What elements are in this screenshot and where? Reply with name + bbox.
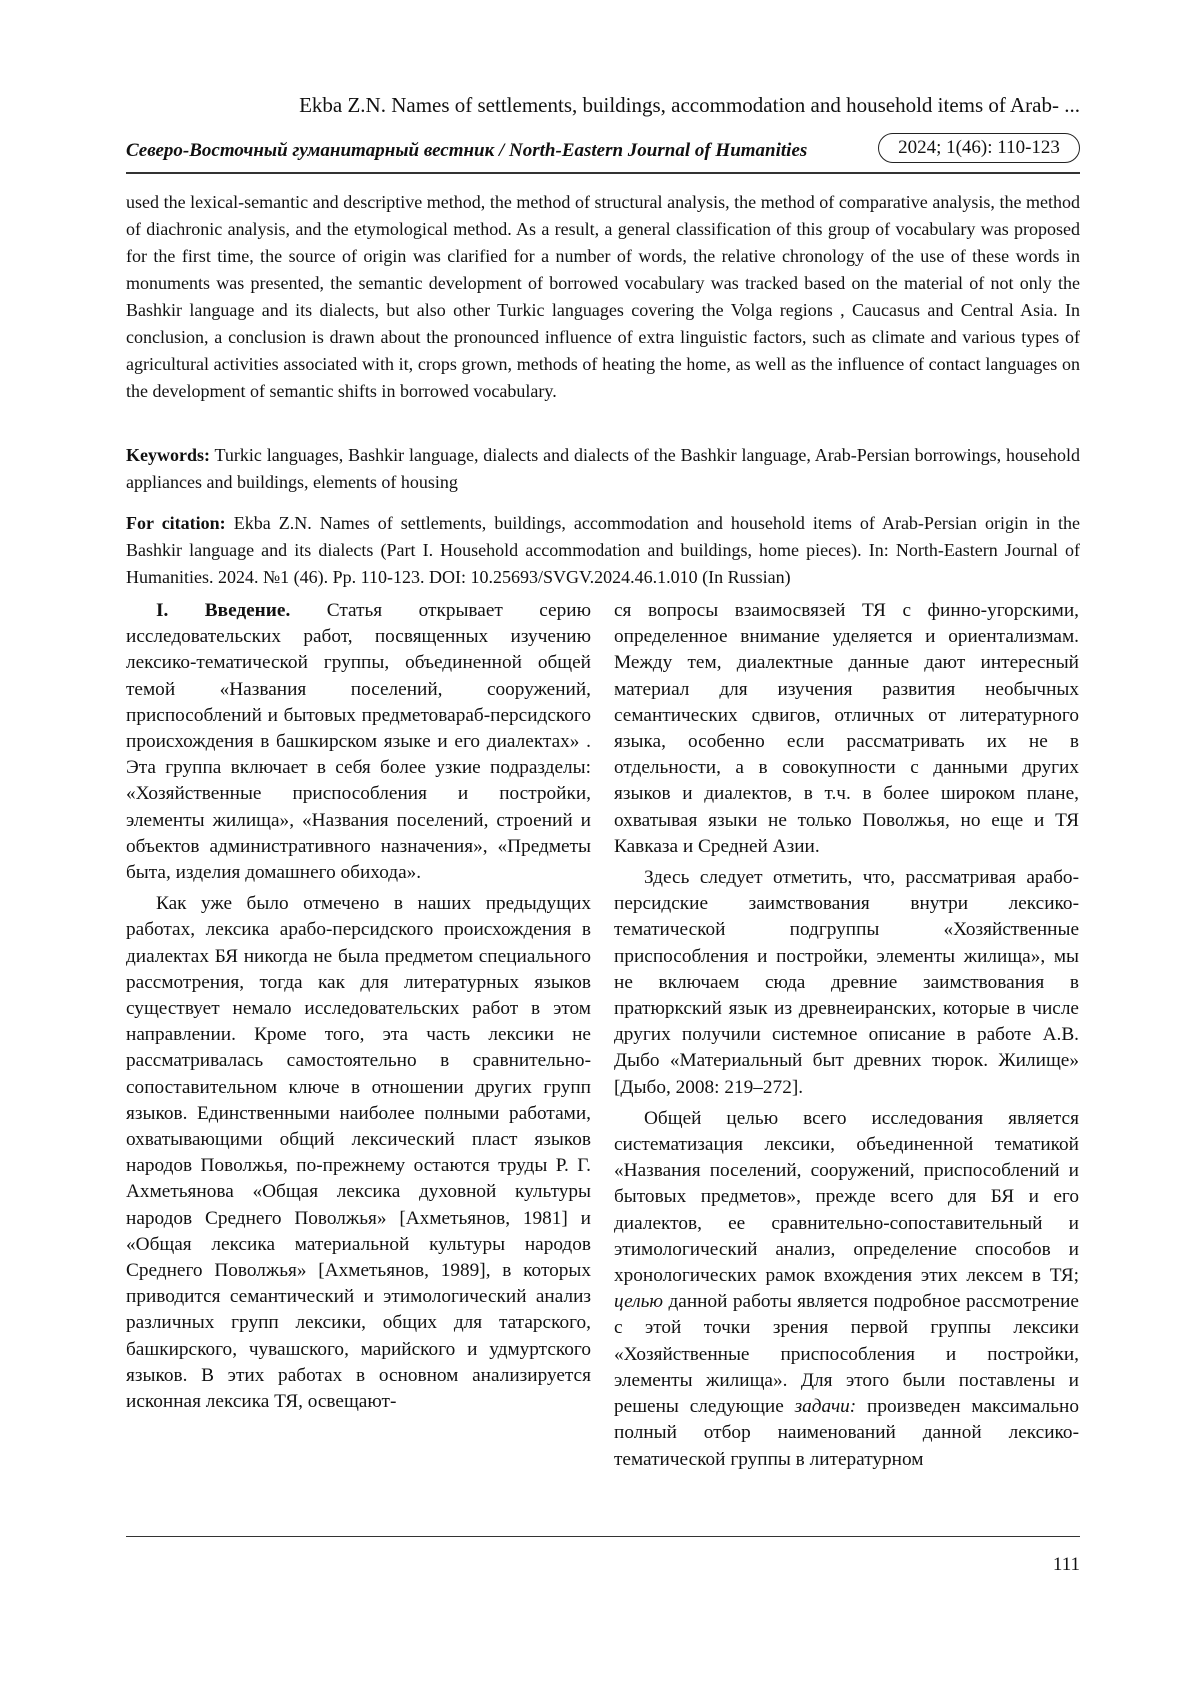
paragraph-text: Общей целью всего исследования является систематизация лексики, объединенной тематикой «Названия поселений, сооружений, приспособлений и бытовых предметов», прежде всего для БЯ и его диалектов, ее сравнительно-сопоставительный и этимологический анализ, определение способов и хронологических рамок вхождения этих лексем в ТЯ; bbox=[614, 1107, 1079, 1287]
issue-badge: 2024; 1(46): 110-123 bbox=[878, 133, 1080, 163]
section-heading: I. Введение. bbox=[156, 600, 291, 621]
page-number: 111 bbox=[1052, 1554, 1080, 1575]
emphasis: задачи: bbox=[794, 1396, 857, 1418]
paragraph-text: данной работы является подробное рассмотрение с этой точки зрения первой группы лексики «Хозяйственные приспособления и постройки, элементы жилища». Для этого были поставлены и решены следующие bbox=[614, 1291, 1079, 1418]
keywords-text: Turkic languages, Bashkir language, dialects and dialects of the Bashkir language, Arab-Persian borrowings, household appliances and buildings, elements of housing bbox=[126, 445, 1080, 492]
emphasis: целью bbox=[614, 1291, 663, 1313]
body-column-left bbox=[126, 598, 591, 1415]
keywords-label: Keywords: bbox=[126, 445, 210, 465]
journal-header bbox=[126, 137, 1080, 174]
citation-text: Ekba Z.N. Names of settlements, buildings, accommodation and household items of Arab-Persian origin in the Bashkir language and its dialects (Part I. Household accommodation and buildings, home pieces). In: North-Eastern Journal of Humanities. 2024. №1 (46). Pp. 110-123. DOI: 10.25693/SVGV.2024.46.1.010 (In Russian) bbox=[126, 513, 1080, 587]
paragraph-text: Статья открывает серию исследовательских работ, посвященных изучению лексико-тематической группы, объединенной общей темой «Названия поселений, сооружений, приспособлений и бытовых предметовараб-персидского происхождения в башкирском языке и его диалектах» . Эта группа включает в себя более узкие подразделы: «Хозяйственные приспособления и постройки, элементы жилища», «Названия поселений, строений и объектов административного назначения», «Предметы быта, изделия домашнего обихода». bbox=[126, 600, 591, 884]
journal-name: Северо-Восточный гуманитарный вестник / North-Eastern Journal of Humanities bbox=[126, 140, 808, 161]
paragraph bbox=[126, 598, 591, 886]
paragraph: Как уже было отмечено в наших предыдущих работах, лексика арабо-персидского происхождения в диалектах БЯ никогда не была предметом специального рассмотрения, тогда как для литературных языков существует немало исследовательских работ в этом направлении. Кроме того, эта часть лексики не рассматривалась самостоятельно в сравнительно-сопоставительном ключе в отношении других групп языков. Единственными наиболее полными работами, охватывающими общий лексический пласт языков народов Поволжья, по-прежнему остаются труды Р. Г. Ахметьянова «Общая лексика духовной культуры народов Среднего Поволжья» [Ахметьянов, 1981] и «Общая лексика материальной культуры народов Среднего Поволжья» [Ахметьянов, 1989], в которых приводится семантический и этимологический анализ различных групп лексики, общих для татарского, башкирского, чувашского, марийского и удмуртского языков. В этих работах в основном анализируется исконная лексика ТЯ, освещают- bbox=[126, 893, 591, 1413]
running-title: Ekba Z.N. Names of settlements, buildings, accommodation and household items of Arab- ... bbox=[299, 93, 1080, 117]
paragraph: ся вопросы взаимосвязей ТЯ с финно-угорскими, определенное внимание уделяется и ориентализмам. Между тем, диалектные данные дают интересный материал для изучения развития необычных семантических сдвигов, отличных от литературного языка, особенно если рассматривать их не в отдельности, а в совокупности с данными других языков и диалектов, в т.ч. в более широком плане, охватывая языки не только Поволжья, но еще и ТЯ Кавказа и Средней Азии. bbox=[614, 600, 1079, 857]
body-column-right bbox=[614, 598, 1079, 1473]
keywords bbox=[126, 442, 1080, 496]
paragraph: Здесь следует отметить, что, рассматривая арабо-персидские заимствования внутри лексико-тематической подгруппы «Хозяйственные приспособления и постройки, элементы жилища», мы не включаем сюда древние заимствования в пратюркский язык из древнеиранских, которые в числе других получили системное описание в работе А.В. Дыбо «Материальный быт древних тюрок. Жилище» [Дыбо, 2008: 219–272]. bbox=[614, 867, 1079, 1098]
abstract bbox=[126, 189, 1080, 405]
footer-rule bbox=[126, 1536, 1080, 1537]
paragraph-text: произведен максимально полный отбор наименований данной лексико-тематической группы в литературном bbox=[614, 1396, 1079, 1470]
paragraph bbox=[614, 1106, 1079, 1473]
citation bbox=[126, 510, 1080, 591]
citation-label: For citation: bbox=[126, 513, 226, 533]
abstract-text: used the lexical-semantic and descriptive method, the method of structural analysis, the method of comparative analysis, the method of diachronic analysis, and the etymological method. As a result, a general classification of this group of vocabulary was proposed for the first time, the source of origin was clarified for a number of words, the relative chronology of the use of these words in monuments was presented, the semantic development of borrowed vocabulary was tracked based on the material of not only the Bashkir language and its dialects, but also other Turkic languages covering the Volga regions , Caucasus and Central Asia. In conclusion, a conclusion is drawn about the pronounced influence of extra linguistic factors, such as climate and various types of agricultural activities associated with it, crops grown, methods of heating the home, as well as the influence of contact languages on the development of semantic shifts in borrowed vocabulary. bbox=[126, 192, 1080, 401]
